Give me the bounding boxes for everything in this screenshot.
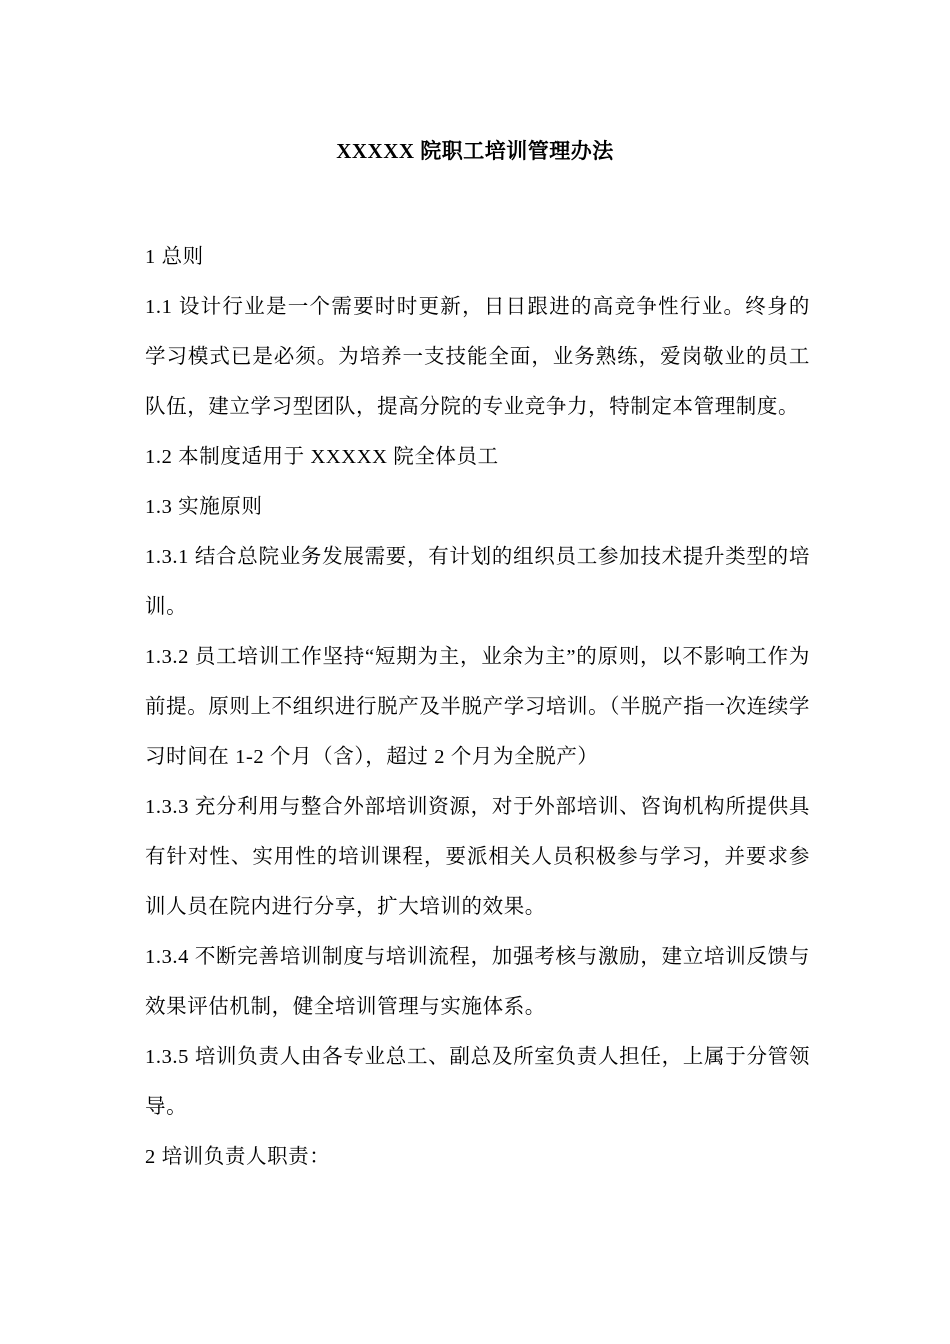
paragraph-1-3-3: 1.3.3 充分利用与整合外部培训资源，对于外部培训、咨询机构所提供具有针对性、实用性的培训课程，要派相关人员积极参与学习，并要求参训人员在院内进行分享，扩大培训的效果。 (145, 796, 810, 918)
section-heading-responsibilities: 2 培训负责人职责： (145, 1146, 331, 1168)
paragraph-1-2: 1.2 本制度适用于 XXXXX 院全体员工 (145, 446, 499, 468)
paragraph-1-3-4: 1.3.4 不断完善培训制度与培训流程，加强考核与激励，建立培训反馈与效果评估机制，健全培训管理与实施体系。 (145, 946, 810, 1018)
document-body (145, 232, 810, 1182)
section-heading-general: 1 总则 (145, 246, 204, 268)
paragraph-1-3: 1.3 实施原则 (145, 496, 263, 518)
paragraph-1-1: 1.1 设计行业是一个需要时时更新，日日跟进的高竞争性行业。终身的学习模式已是必须。为培养一支技能全面，业务熟练，爱岗敬业的员工队伍，建立学习型团队，提高分院的专业竞争力，特制定本管理制度。 (145, 296, 810, 418)
paragraph-1-3-5: 1.3.5 培训负责人由各专业总工、副总及所室负责人担任，上属于分管领导。 (145, 1046, 810, 1118)
document-title: XXXXX 院职工培训管理办法 (336, 139, 614, 163)
paragraph-1-3-2: 1.3.2 员工培训工作坚持“短期为主，业余为主”的原则，以不影响工作为前提。原则上不组织进行脱产及半脱产学习培训。（半脱产指一次连续学习时间在 1-2 个月（含），超过 2 个月为全脱产） (145, 646, 810, 768)
paragraph-1-3-1: 1.3.1 结合总院业务发展需要，有计划的组织员工参加技术提升类型的培训。 (145, 546, 810, 618)
